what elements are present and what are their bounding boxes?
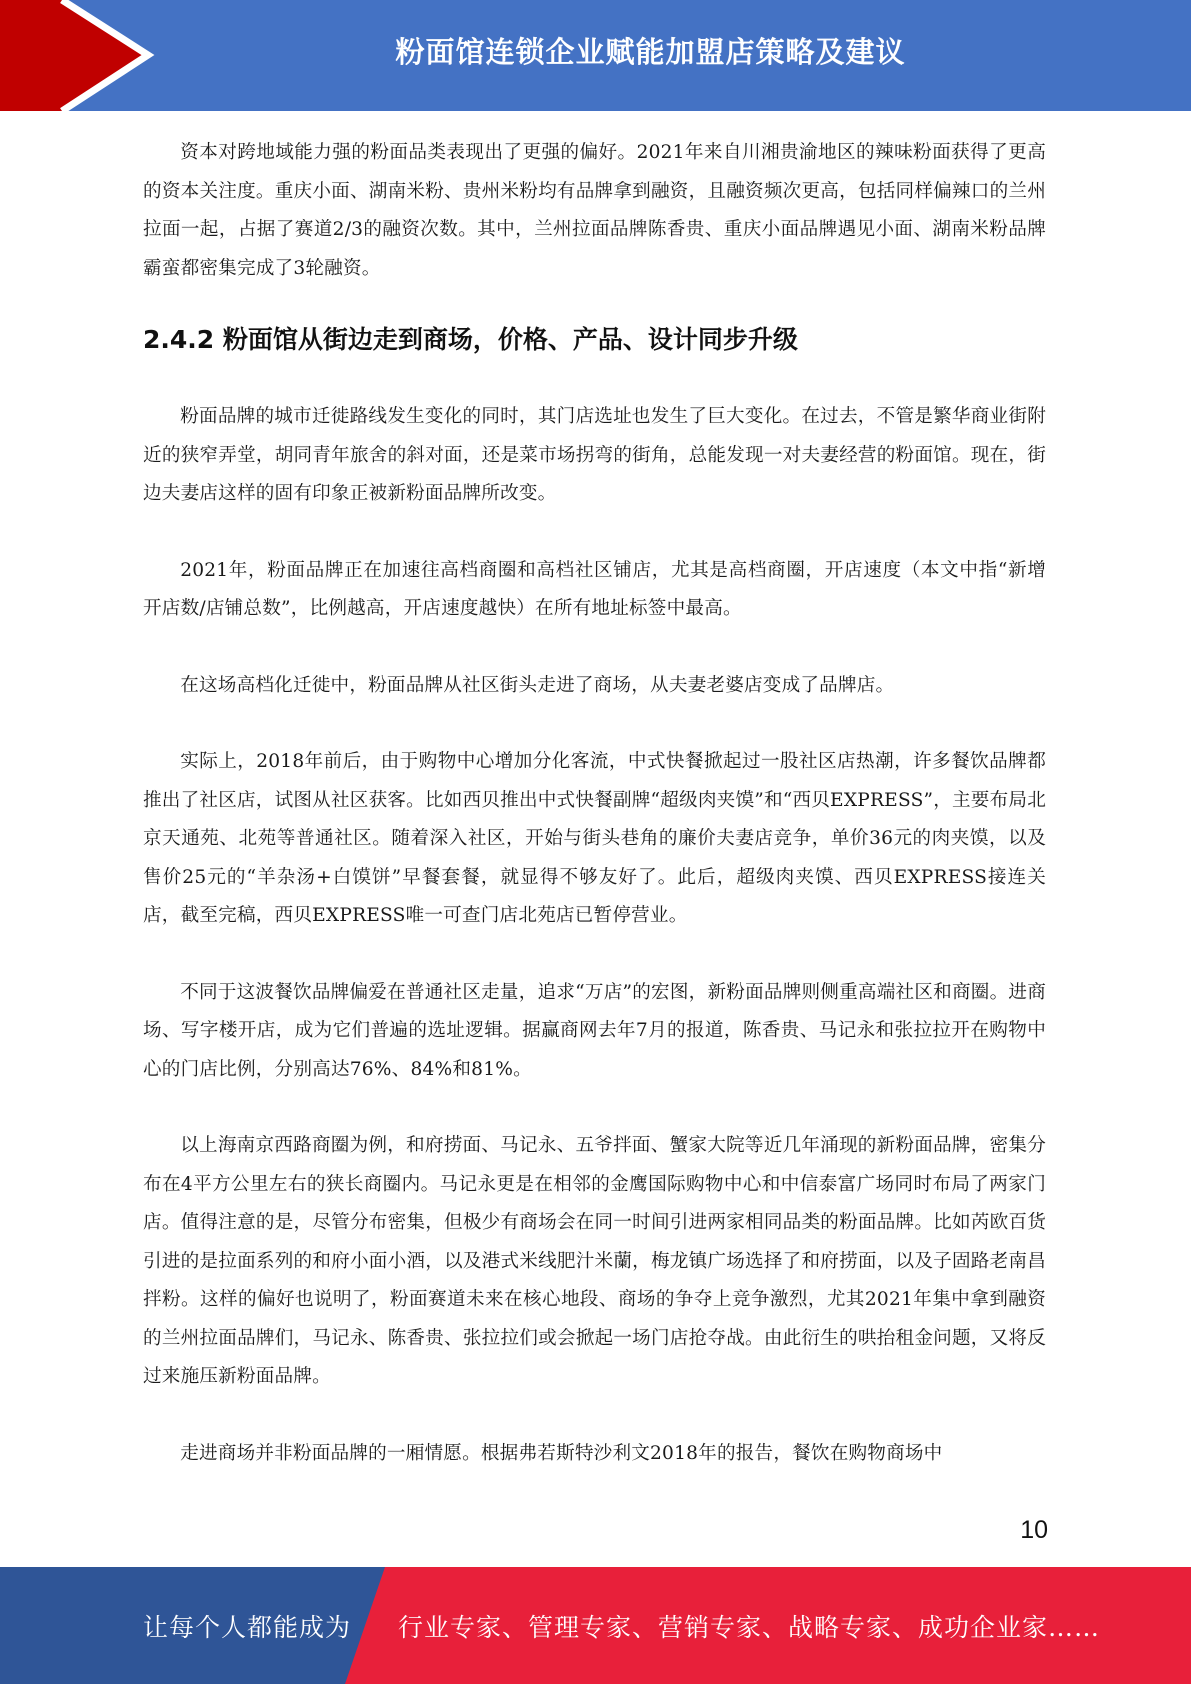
paragraph-2: 粉面品牌的城市迁徙路线发生变化的同时，其门店选址也发生了巨大变化。在过去，不管是繁华商业街附近的狭窄弄堂，胡同青年旅舍的斜对面，还是菜市场拐弯的街角，总能发现一对夫妻经营的粉面馆。现在，街边夫妻店这样的固有印象正被新粉面品牌所改变。 bbox=[143, 406, 1046, 504]
paragraph-3: 2021年，粉面品牌正在加速往高档商圈和高档社区铺店，尤其是高档商圈，开店速度（本文中指“新增开店数/店铺总数”，比例越高，开店速度越快）在所有地址标签中最高。 bbox=[143, 559, 1046, 619]
paragraph-8: 走进商场并非粉面品牌的一厢情愿。根据弗若斯特沙利文2018年的报告，餐饮在购物商场中 bbox=[180, 1442, 943, 1464]
footer-slogan-left: 让每个人都能成为 bbox=[143, 1612, 352, 1642]
document-body bbox=[143, 134, 1046, 1473]
paragraph-5: 实际上，2018年前后，由于购物中心增加分化客流，中式快餐掀起过一股社区店热潮，许多餐饮品牌都推出了社区店，试图从社区获客。比如西贝推出中式快餐副牌“超级肉夹馍”和“西贝EXPRESS”，主要布局北京天通苑、北苑等普通社区。随着深入社区，开始与街头巷角的廉价夫妻店竞争，单价36元的肉夹馍，以及售价25元的“羊杂汤+白馍饼”早餐套餐，就显得不够友好了。此后，超级肉夹馍、西贝EXPRESS接连关店，截至完稿，西贝EXPRESS唯一可查门店北苑店已暂停营业。 bbox=[143, 751, 1046, 926]
header-title: 粉面馆连锁企业赋能加盟店策略及建议 bbox=[395, 35, 906, 69]
page-number: 10 bbox=[1020, 1516, 1048, 1544]
paragraph-1: 资本对跨地域能力强的粉面品类表现出了更强的偏好。2021年来自川湘贵渝地区的辣味粉面获得了更高的资本关注度。重庆小面、湖南米粉、贵州米粉均有品牌拿到融资，且融资频次更高，包括同样偏辣口的兰州拉面一起，占据了赛道2/3的融资次数。其中，兰州拉面品牌陈香贵、重庆小面品牌遇见小面、湖南米粉品牌霸蛮都密集完成了3轮融资。 bbox=[143, 142, 1046, 279]
footer-slogan-right: 行业专家、管理专家、营销专家、战略专家、成功企业家…… bbox=[398, 1612, 1101, 1642]
page-header bbox=[0, 0, 1191, 111]
paragraph-4: 在这场高档化迁徙中，粉面品牌从社区街头走进了商场，从夫妻老婆店变成了品牌店。 bbox=[180, 674, 895, 696]
paragraph-6: 不同于这波餐饮品牌偏爱在普通社区走量，追求“万店”的宏图，新粉面品牌则侧重高端社区和商圈。进商场、写字楼开店，成为它们普遍的选址逻辑。据赢商网去年7月的报道，陈香贵、马记永和张拉拉开在购物中心的门店比例，分别高达76%、84%和81%。 bbox=[143, 981, 1046, 1080]
page-footer bbox=[0, 1567, 1191, 1684]
paragraph-7: 以上海南京西路商圈为例，和府捞面、马记永、五爷拌面、蟹家大院等近几年涌现的新粉面品牌，密集分布在4平方公里左右的狭长商圈内。马记永更是在相邻的金鹰国际购物中心和中信泰富广场同时布局了两家门店。值得注意的是，尽管分布密集，但极少有商场会在同一时间引进两家相同品类的粉面品牌。比如芮欧百货引进的是拉面系列的和府小面小酒，以及港式米线肥汁米蘭，梅龙镇广场选择了和府捞面，以及子固路老南昌拌粉。这样的偏好也说明了，粉面赛道未来在核心地段、商场的争夺上竞争激烈，尤其2021年集中拿到融资的兰州拉面品牌们，马记永、陈香贵、张拉拉们或会掀起一场门店抢夺战。由此衍生的哄抬租金问题，又将反过来施压新粉面品牌。 bbox=[143, 1135, 1046, 1387]
header-chevron-decoration bbox=[0, 0, 160, 111]
section-heading: 2.4.2 粉面馆从街边走到商场，价格、产品、设计同步升级 bbox=[143, 325, 798, 354]
